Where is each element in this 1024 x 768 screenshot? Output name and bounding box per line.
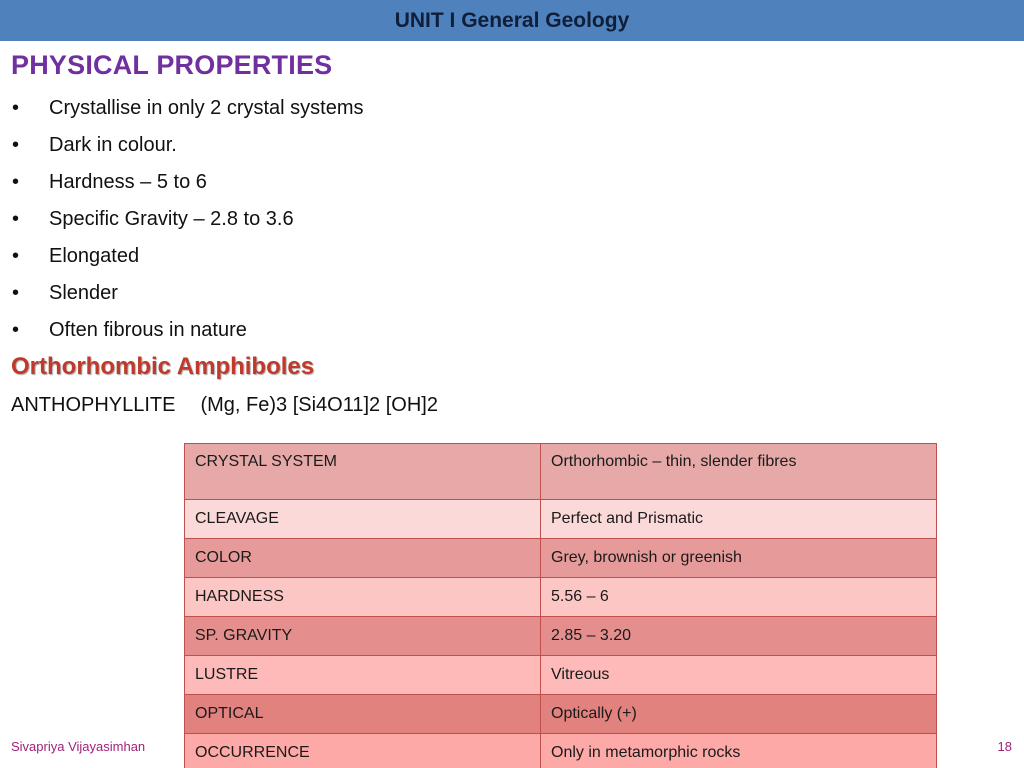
footer-author: Sivapriya Vijayasimhan xyxy=(11,739,146,754)
value-cell: Orthorhombic – thin, slender fibres xyxy=(541,444,937,500)
mineral-formula: (Mg, Fe)3 [Si4O11]2 [OH]2 xyxy=(200,394,438,416)
properties-table xyxy=(184,443,937,768)
mineral-name: ANTHOPHYLLITE xyxy=(11,394,176,416)
table-row xyxy=(185,734,937,768)
property-cell: LUSTRE xyxy=(185,656,541,695)
bullet-text: Elongated xyxy=(49,245,140,267)
value-cell: Grey, brownish or greenish xyxy=(541,539,937,578)
property-cell: OPTICAL xyxy=(185,695,541,734)
header-title: UNIT I General Geology xyxy=(394,8,630,32)
property-cell: CRYSTAL SYSTEM xyxy=(185,444,541,500)
bullet-icon: • xyxy=(12,245,20,267)
table-row xyxy=(185,539,937,578)
subheading: Orthorhombic Amphiboles xyxy=(11,353,315,380)
section-title: PHYSICAL PROPERTIES xyxy=(11,50,333,80)
bullet-icon: • xyxy=(12,134,20,156)
property-cell: COLOR xyxy=(185,539,541,578)
bullet-text: Often fibrous in nature xyxy=(49,319,247,341)
value-cell: 2.85 – 3.20 xyxy=(541,617,937,656)
property-cell: SP. GRAVITY xyxy=(185,617,541,656)
bullet-icon: • xyxy=(12,97,20,119)
bullet-icon: • xyxy=(12,319,20,341)
bullet-icon: • xyxy=(12,208,20,230)
bullet-text: Hardness – 5 to 6 xyxy=(49,171,207,193)
table-row xyxy=(185,695,937,734)
property-cell: HARDNESS xyxy=(185,578,541,617)
bullet-icon: • xyxy=(12,171,20,193)
header-bar xyxy=(0,0,1024,41)
value-cell: Vitreous xyxy=(541,656,937,695)
property-cell: CLEAVAGE xyxy=(185,500,541,539)
page-number: 18 xyxy=(997,739,1012,754)
table-row xyxy=(185,444,937,500)
table-row xyxy=(185,500,937,539)
table-row xyxy=(185,617,937,656)
property-cell: OCCURRENCE xyxy=(185,734,541,768)
mineral-formula-line xyxy=(11,394,438,417)
table-row xyxy=(185,656,937,695)
bullet-text: Crystallise in only 2 crystal systems xyxy=(49,97,364,119)
bullet-text: Dark in colour. xyxy=(49,134,177,156)
table-row xyxy=(185,578,937,617)
value-cell: Only in metamorphic rocks xyxy=(541,734,937,768)
bullet-text: Specific Gravity – 2.8 to 3.6 xyxy=(49,208,294,230)
value-cell: Optically (+) xyxy=(541,695,937,734)
value-cell: 5.56 – 6 xyxy=(541,578,937,617)
bullet-text: Slender xyxy=(49,282,118,304)
value-cell: Perfect and Prismatic xyxy=(541,500,937,539)
bullet-icon: • xyxy=(12,282,20,304)
